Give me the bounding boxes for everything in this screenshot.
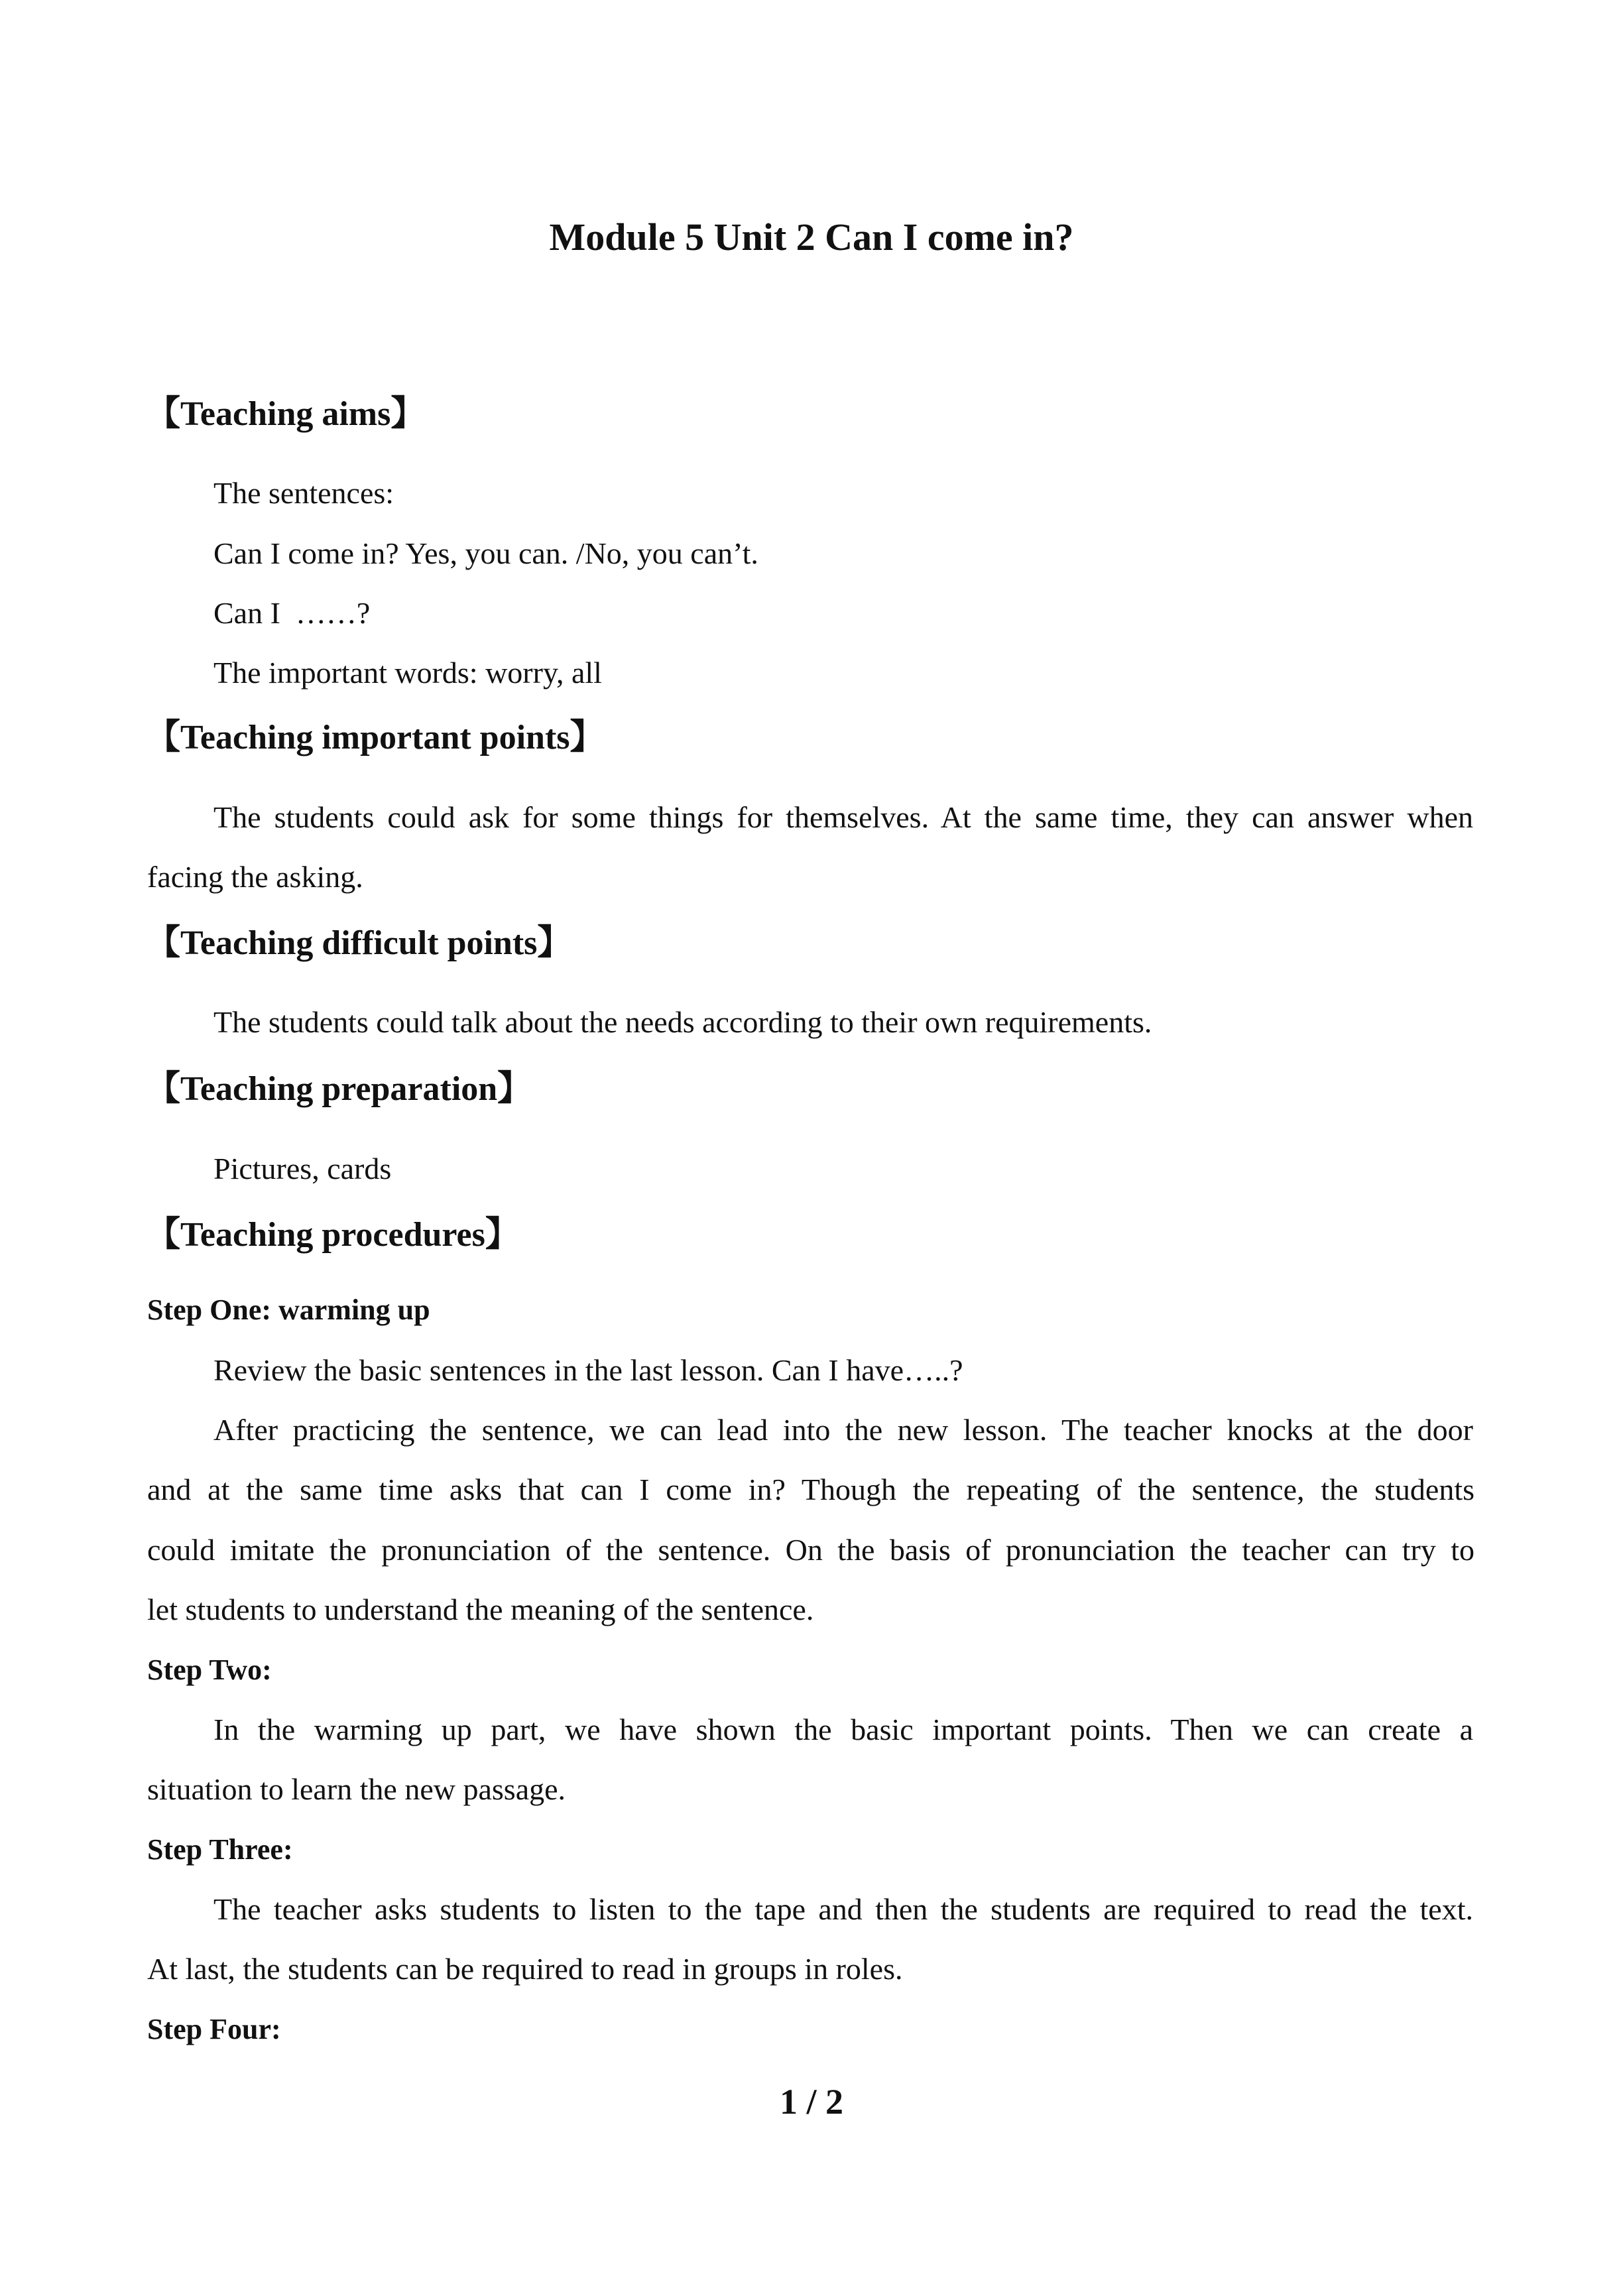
heading-difficult-points: 【Teaching difficult points】 <box>146 924 572 962</box>
step-one-line: After practicing the sentence, we can lead into the new lesson. The teacher knocks at the door <box>213 1413 1473 1447</box>
step-four-label: Step Four: <box>147 2013 281 2045</box>
step-three-line: The teacher asks students to listen to the tape and then the students are required to read the text. <box>213 1892 1473 1926</box>
step-two-line: situation to learn the new passage. <box>147 1772 566 1806</box>
heading-important-points: 【Teaching important points】 <box>146 719 605 756</box>
aims-line: Can I ……? <box>213 596 371 630</box>
step-one-line: and at the same time asks that can I come in? Though the repeating of the sentence, the students <box>147 1473 1474 1506</box>
step-two-line: In the warming up part, we have shown the basic important points. Then we can create a <box>213 1713 1473 1746</box>
aims-line: The important words: worry, all <box>213 656 602 690</box>
step-one-line: let students to understand the meaning of the sentence. <box>147 1593 814 1626</box>
heading-procedures: 【Teaching procedures】 <box>146 1216 520 1254</box>
step-one-line: could imitate the pronunciation of the sentence. On the basis of pronunciation the teacher can try to <box>147 1533 1474 1567</box>
aims-line: Can I come in? Yes, you can. /No, you can’t. <box>213 536 758 570</box>
step-three-line: At last, the students can be required to read in groups in roles. <box>147 1952 903 1986</box>
page-number: 1 / 2 <box>779 2082 843 2122</box>
important-points-line: The students could ask for some things for themselves. At the same time, they can answer when <box>213 800 1473 834</box>
document-title: Module 5 Unit 2 Can I come in? <box>549 215 1074 259</box>
heading-preparation: 【Teaching preparation】 <box>146 1070 532 1108</box>
step-two-label: Step Two: <box>147 1654 272 1686</box>
aims-line: The sentences: <box>213 476 394 510</box>
step-three-label: Step Three: <box>147 1833 293 1866</box>
heading-teaching-aims: 【Teaching aims】 <box>146 395 426 433</box>
step-one-label: Step One: warming up <box>147 1294 430 1326</box>
important-points-line: facing the asking. <box>147 860 363 894</box>
step-one-line: Review the basic sentences in the last lesson. Can I have…..? <box>213 1353 963 1387</box>
difficult-points-line: The students could talk about the needs according to their own requirements. <box>213 1005 1152 1039</box>
preparation-line: Pictures, cards <box>213 1152 392 1185</box>
